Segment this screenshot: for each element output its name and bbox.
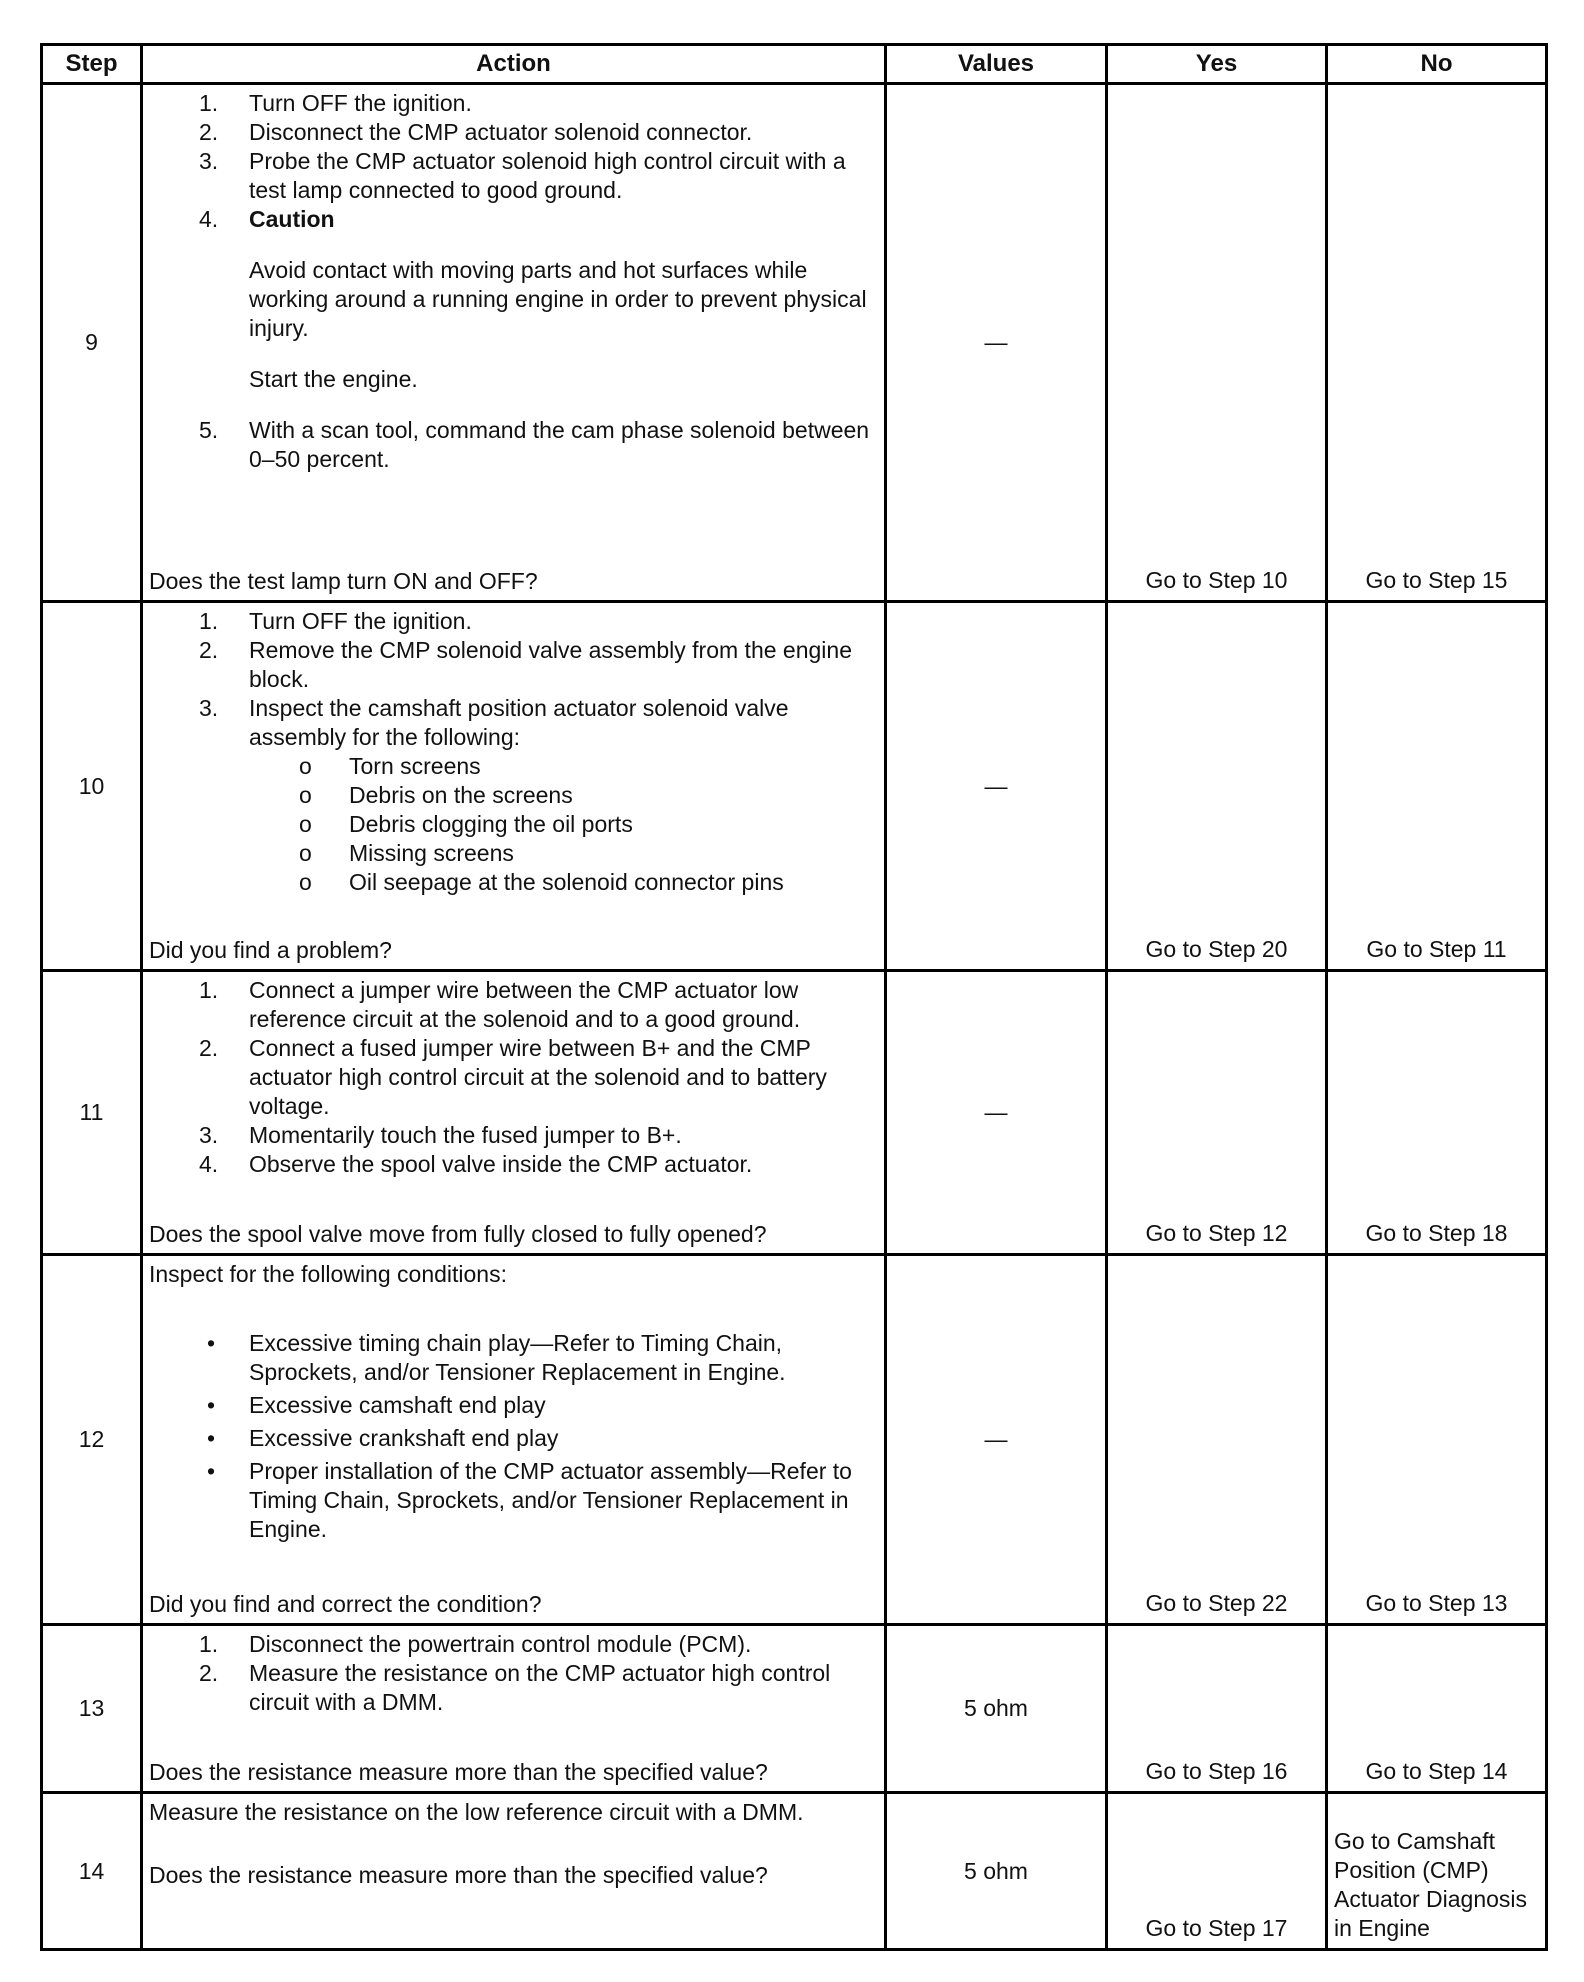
- question-text: Does the spool valve move from fully closed to fully opened?: [149, 1221, 767, 1247]
- table-row-step-14: [42, 1793, 1547, 1950]
- step-number: 13: [42, 1625, 142, 1793]
- action-cell: [142, 602, 886, 971]
- no-cell: Go to Step 18: [1327, 971, 1547, 1255]
- list-item: 1. Connect a jumper wire between the CMP actuator low reference circuit at the solenoid and to a good ground.: [199, 977, 801, 1032]
- no-cell: Go to Step 11: [1327, 602, 1547, 971]
- value-cell: 5 ohm: [886, 1793, 1107, 1950]
- value-cell: —: [886, 1255, 1107, 1625]
- question-text: Did you find a problem?: [149, 937, 392, 963]
- list-item: 4. Caution: [149, 205, 876, 234]
- list-item: 2. Connect a fused jumper wire between B+ and the CMP actuator high control circuit at the solenoid and to battery voltage.: [199, 1035, 827, 1119]
- start-engine-text: Start the engine.: [249, 366, 418, 392]
- header-step: Step: [42, 45, 142, 84]
- action-list: [149, 1630, 876, 1717]
- yes-cell: Go to Step 12: [1107, 971, 1327, 1255]
- diagnostic-table: [40, 43, 1548, 1951]
- step-number: 9: [42, 84, 142, 602]
- action-list: [149, 416, 876, 474]
- list-item: 4. Observe the spool valve inside the CMP actuator.: [199, 1151, 753, 1177]
- list-item: 5. With a scan tool, command the cam phase solenoid between 0–50 percent.: [199, 417, 870, 472]
- question-text: Does the resistance measure more than the specified value?: [149, 1759, 768, 1785]
- yes-cell: Go to Step 20: [1107, 602, 1327, 971]
- step-number: 14: [42, 1793, 142, 1950]
- yes-cell: Go to Step 16: [1107, 1625, 1327, 1793]
- list-item: 3. Inspect the camshaft position actuator solenoid valve assembly for the following:: [199, 695, 789, 750]
- list-item: • Excessive crankshaft end play: [207, 1425, 559, 1451]
- action-list: [149, 976, 876, 1179]
- list-item: 3. Momentarily touch the fused jumper to B+.: [199, 1122, 682, 1148]
- step-number: 11: [42, 971, 142, 1255]
- no-cell: Go to Step 13: [1327, 1255, 1547, 1625]
- intro-text: Measure the resistance on the low reference circuit with a DMM.: [149, 1799, 804, 1825]
- list-item: 3. Probe the CMP actuator solenoid high control circuit with a test lamp connected to good ground.: [199, 148, 846, 203]
- yes-cell: Go to Step 17: [1107, 1793, 1327, 1950]
- sub-list-item: o Debris on the screens: [299, 782, 573, 808]
- action-cell: [142, 971, 886, 1255]
- no-cell: Go to Step 14: [1327, 1625, 1547, 1793]
- list-item: 1. Turn OFF the ignition.: [199, 90, 472, 116]
- question-text: Does the resistance measure more than the specified value?: [149, 1862, 768, 1888]
- table-row-step-12: [42, 1255, 1547, 1625]
- no-cell: Go to Step 15: [1327, 84, 1547, 602]
- list-item: 2. Remove the CMP solenoid valve assembly from the engine block.: [199, 637, 852, 692]
- step-number: 12: [42, 1255, 142, 1625]
- action-cell: [142, 1255, 886, 1625]
- list-item: • Proper installation of the CMP actuator assembly—Refer to Timing Chain, Sprockets, and/or Tensioner Replacement in Engine.: [207, 1458, 852, 1542]
- no-cell: Go to Camshaft Position (CMP) Actuator Diagnosis in Engine: [1327, 1793, 1547, 1950]
- sub-list: [149, 752, 876, 897]
- intro-text: Inspect for the following conditions:: [149, 1261, 507, 1287]
- table-row-step-9: [42, 84, 1547, 602]
- caution-text: Avoid contact with moving parts and hot surfaces while working around a running engine in order to prevent physical injury.: [249, 257, 867, 341]
- list-item: • Excessive camshaft end play: [207, 1392, 546, 1418]
- value-cell: —: [886, 971, 1107, 1255]
- action-cell: [142, 84, 886, 602]
- table-row-step-11: [42, 971, 1547, 1255]
- value-cell: —: [886, 602, 1107, 971]
- header-yes: Yes: [1107, 45, 1327, 84]
- action-list: [149, 89, 876, 234]
- caution-heading: Caution: [249, 206, 335, 232]
- table-row-step-10: [42, 602, 1547, 971]
- list-item: 2. Measure the resistance on the CMP actuator high control circuit with a DMM.: [199, 1660, 831, 1715]
- sub-list-item: o Missing screens: [299, 840, 514, 866]
- header-no: No: [1327, 45, 1547, 84]
- step-number: 10: [42, 602, 142, 971]
- value-cell: 5 ohm: [886, 1625, 1107, 1793]
- list-item: 1. Disconnect the powertrain control module (PCM).: [199, 1631, 752, 1657]
- bullet-list: [149, 1329, 876, 1548]
- sub-list-item: o Oil seepage at the solenoid connector pins: [299, 869, 784, 895]
- action-cell: [142, 1625, 886, 1793]
- action-cell: [142, 1793, 886, 1950]
- sub-list-item: o Debris clogging the oil ports: [299, 811, 633, 837]
- header-row: [42, 45, 1547, 84]
- table-row-step-13: [42, 1625, 1547, 1793]
- list-item: 1. Turn OFF the ignition.: [199, 608, 472, 634]
- sub-list-item: o Torn screens: [299, 753, 481, 779]
- list-item: • Excessive timing chain play—Refer to Timing Chain, Sprockets, and/or Tensioner Replacement in Engine.: [207, 1330, 786, 1385]
- yes-cell: Go to Step 10: [1107, 84, 1327, 602]
- question-text: Did you find and correct the condition?: [149, 1591, 542, 1617]
- header-values: Values: [886, 45, 1107, 84]
- action-list: [149, 607, 876, 752]
- question-text: Does the test lamp turn ON and OFF?: [149, 568, 538, 594]
- list-item: 2. Disconnect the CMP actuator solenoid connector.: [199, 119, 753, 145]
- yes-cell: Go to Step 22: [1107, 1255, 1327, 1625]
- header-action: Action: [142, 45, 886, 84]
- value-cell: —: [886, 84, 1107, 602]
